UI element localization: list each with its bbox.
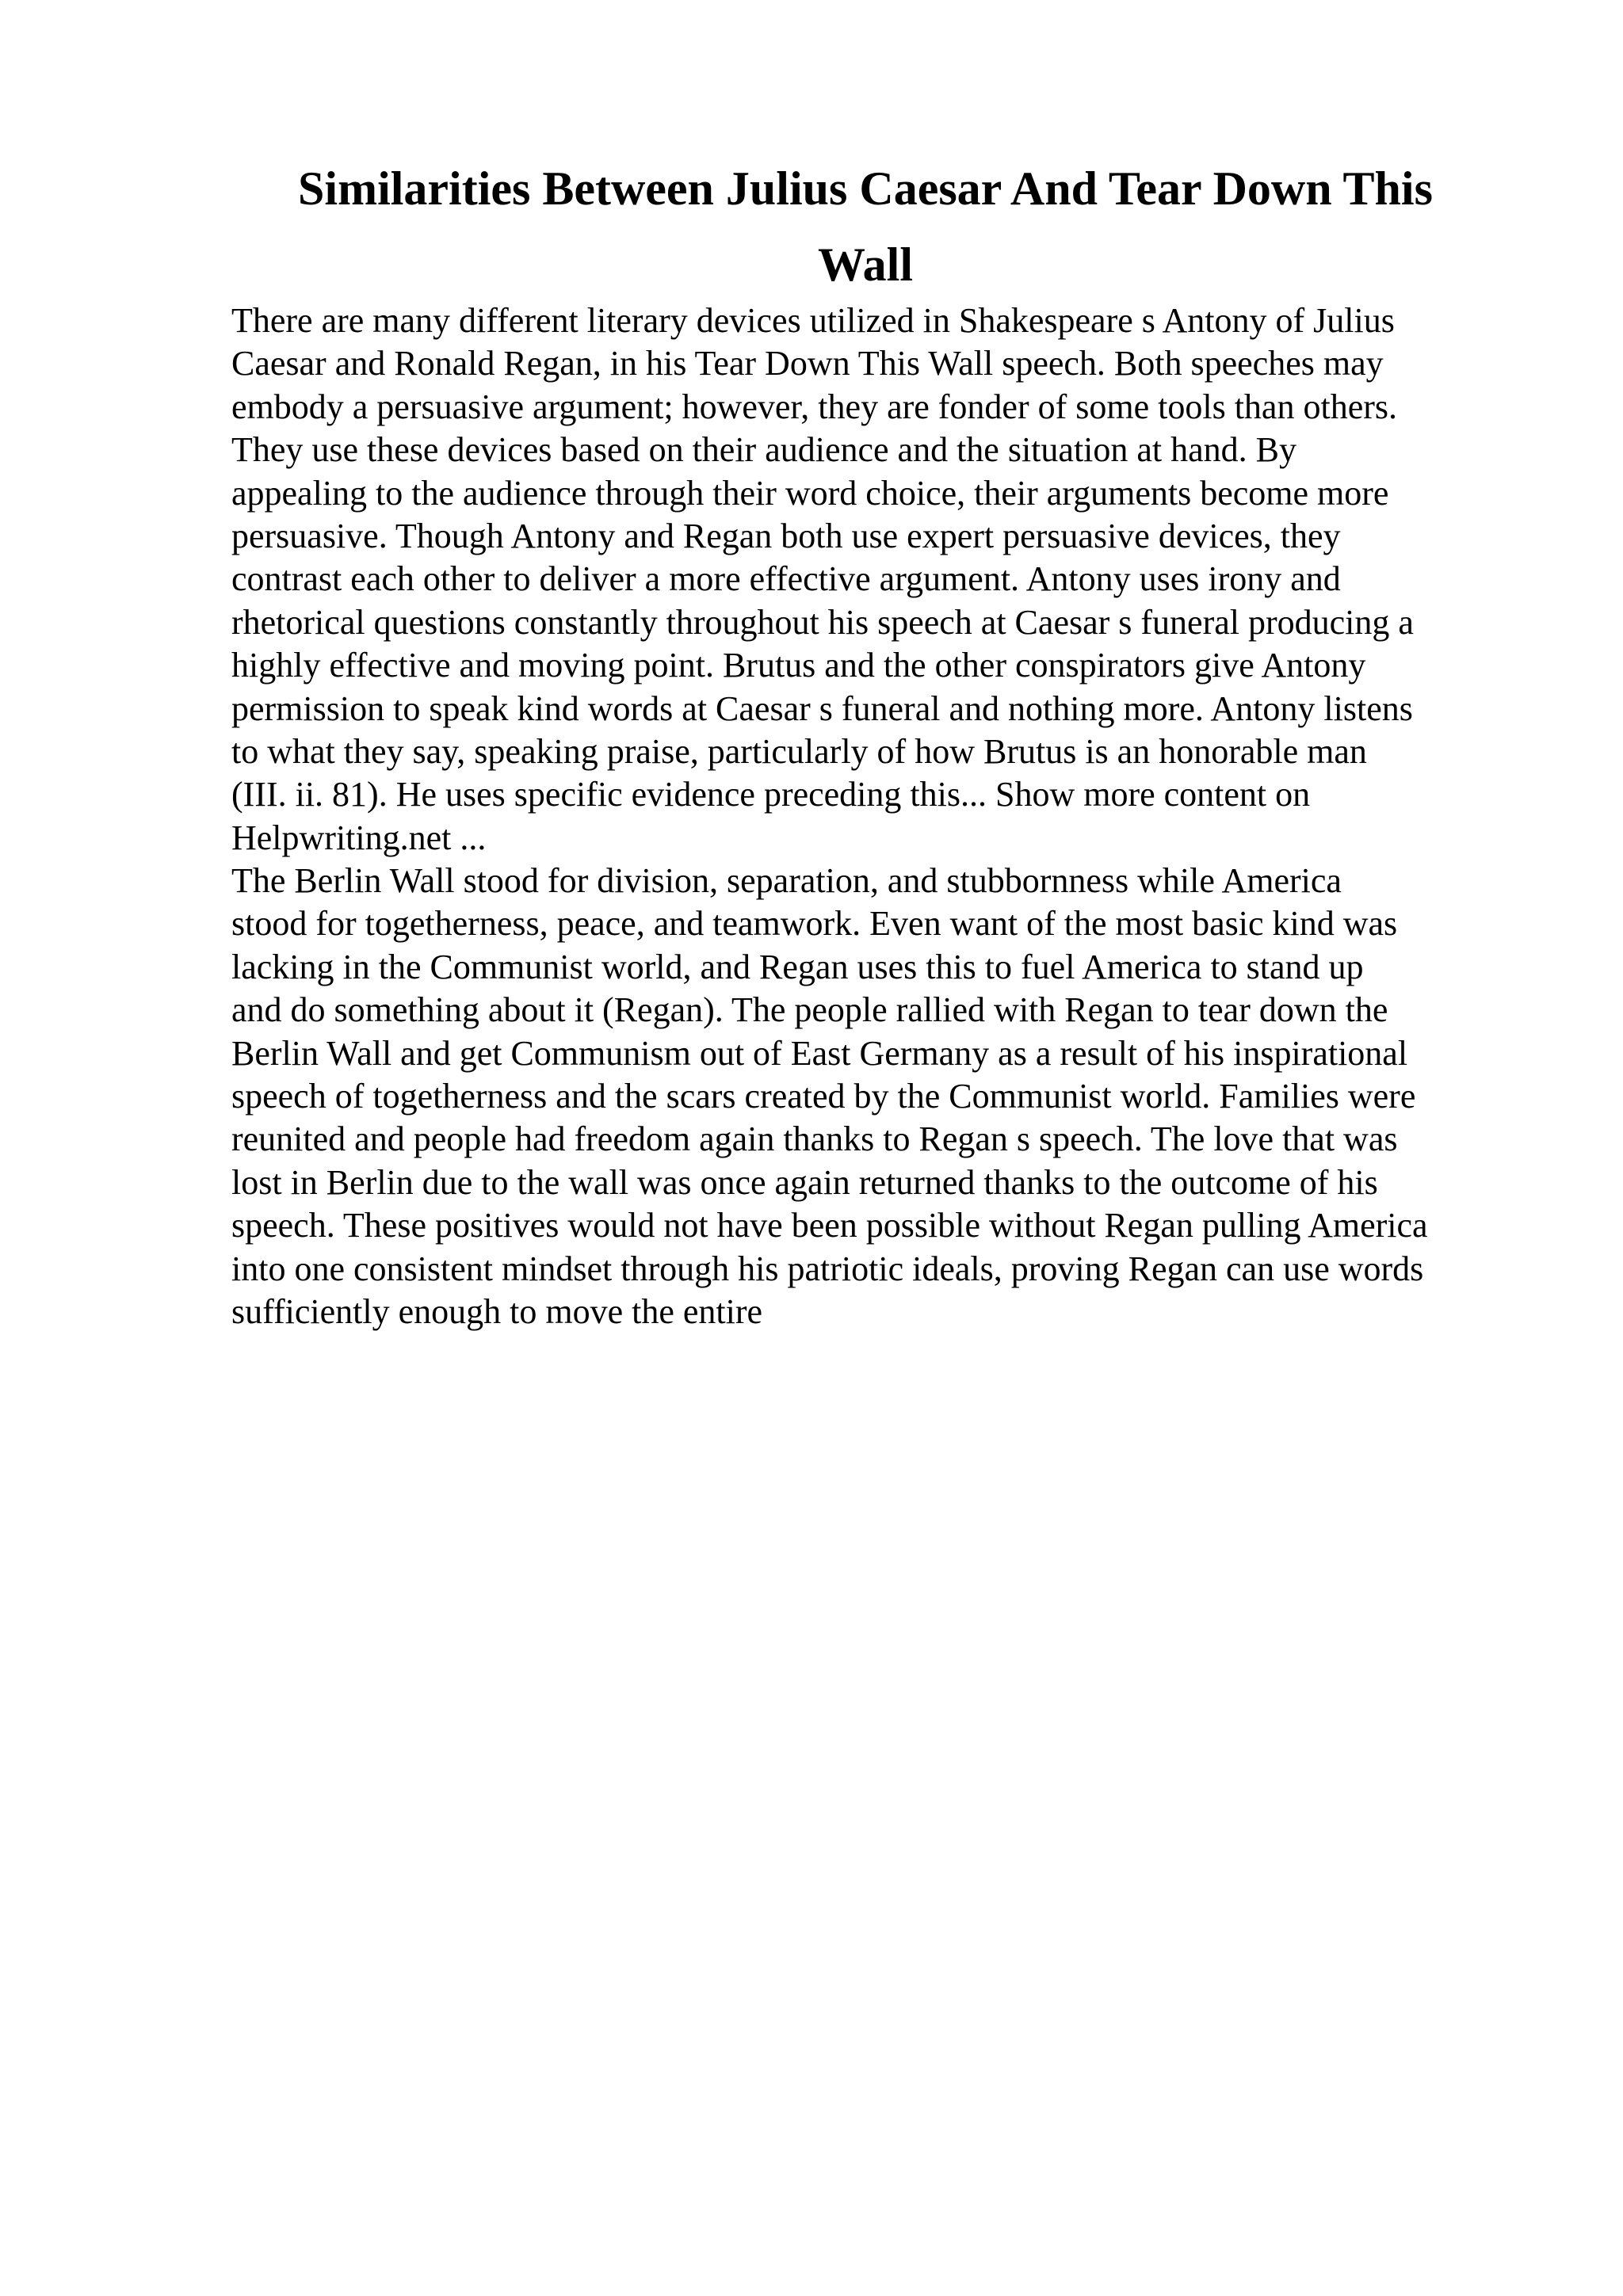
body-line: persuasive. Though Antony and Regan both use expert persuasive devices, they (231, 516, 1341, 555)
body-line: stood for togetherness, peace, and teamwork. Even want of the most basic kind was (231, 904, 1398, 944)
title-line: Similarities Between Julius Caesar And Tear Down This (298, 162, 1433, 215)
body-line: appealing to the audience through their word choice, their arguments become more (231, 473, 1389, 513)
body-line: to what they say, speaking praise, particularly of how Brutus is an honorable man (231, 731, 1367, 771)
title-line: Wall (817, 238, 914, 291)
body-line: contrast each other to deliver a more effective argument. Antony uses irony and (231, 559, 1341, 599)
body-line: reunited and people had freedom again thanks to Regan s speech. The love that was (231, 1119, 1398, 1159)
body-line: They use these devices based on their audience and the situation at hand. By (231, 430, 1297, 470)
body-line: Helpwriting.net ... (231, 818, 487, 857)
document-title (231, 151, 1499, 303)
body-line: permission to speak kind words at Caesar s funeral and nothing more. Antony listens (231, 688, 1413, 728)
body-line: speech of togetherness and the scars created by the Communist world. Families were (231, 1077, 1416, 1116)
body-line: highly effective and moving point. Brutus and the other conspirators give Antony (231, 646, 1366, 685)
body-line: embody a persuasive argument; however, they are fonder of some tools than others. (231, 387, 1397, 426)
body-line: Caesar and Ronald Regan, in his Tear Down This Wall speech. Both speeches may (231, 344, 1384, 383)
body-line: lacking in the Communist world, and Regan uses this to fuel America to stand up (231, 947, 1364, 986)
body-line: Berlin Wall and get Communism out of East Germany as a result of his inspirational (231, 1033, 1408, 1073)
body-line: into one consistent mindset through his patriotic ideals, proving Regan can use words (231, 1249, 1424, 1288)
body-line: and do something about it (Regan). The people rallied with Regan to tear down the (231, 990, 1388, 1030)
document-body (231, 299, 1515, 1333)
body-line: (III. ii. 81). He uses specific evidence preceding this... Show more content on (231, 775, 1311, 814)
body-line: speech. These positives would not have been possible without Regan pulling America (231, 1206, 1428, 1245)
body-line: There are many different literary devices utilized in Shakespeare s Antony of Julius (231, 301, 1395, 340)
body-line: lost in Berlin due to the wall was once again returned thanks to the outcome of his (231, 1162, 1378, 1202)
body-line: sufficiently enough to move the entire (231, 1291, 763, 1331)
body-line: The Berlin Wall stood for division, separation, and stubbornness while America (231, 861, 1342, 901)
body-line: rhetorical questions constantly throughout his speech at Caesar s funeral producing a (231, 602, 1414, 642)
